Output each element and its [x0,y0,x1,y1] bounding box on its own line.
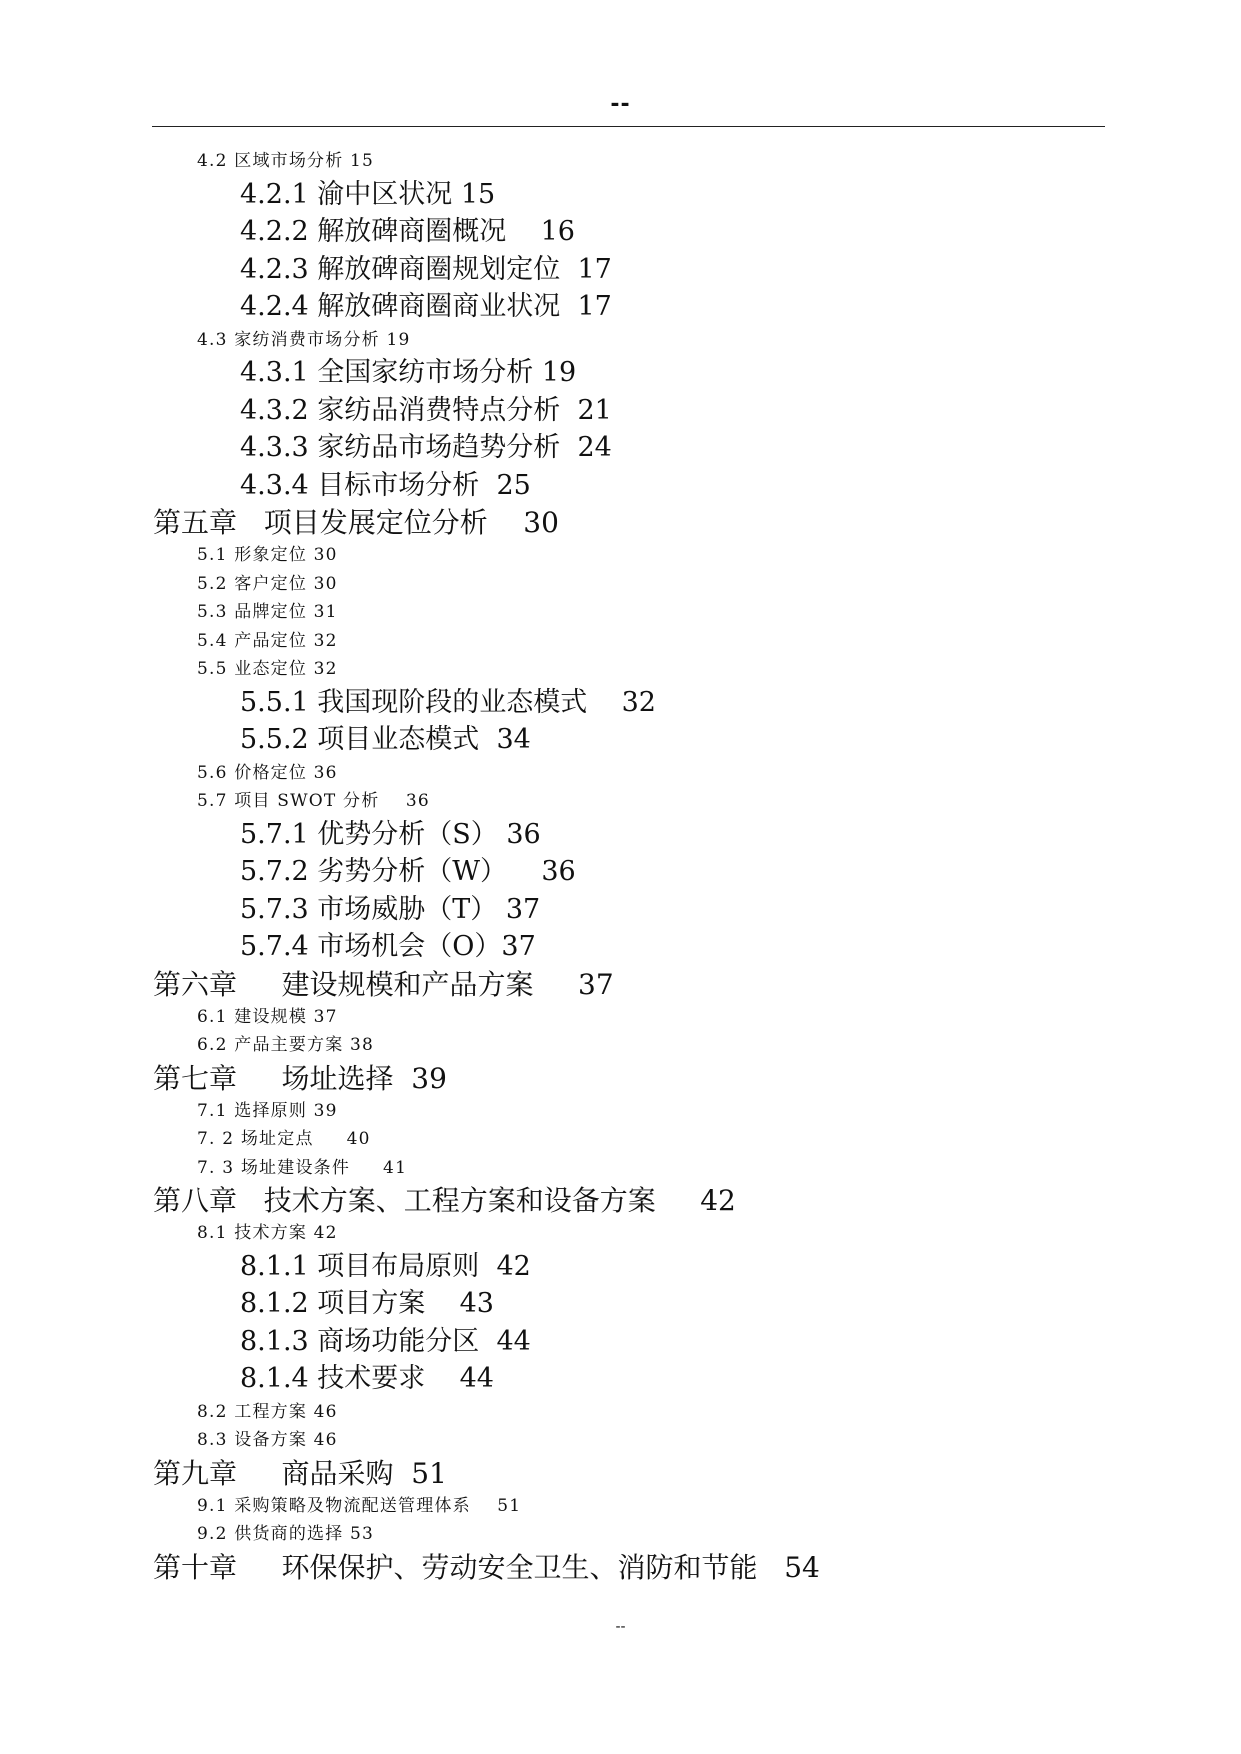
toc-entry-sub: 8.1.1 项目布局原则 42 [240,1250,531,1282]
toc-entry-sub: 4.2.2 解放碑商圈概况 16 [240,216,575,247]
header-rule [152,126,1105,127]
toc-entry-sub: 5.7.4 市场机会（O）37 [240,931,536,962]
toc-entry-sub: 5.5.2 项目业态模式 34 [240,724,531,755]
table-of-contents [0,147,1241,1586]
toc-entry-section: 5.6 价格定位 36 [197,762,338,783]
toc-entry-section: 5.2 客户定位 30 [197,573,338,594]
toc-entry-chapter: 第八章 技术方案、工程方案和设备方案 42 [153,1184,736,1217]
toc-entry-section: 6.1 建设规模 37 [197,1006,338,1027]
toc-entry-section: 7. 3 场址建设条件 41 [197,1157,408,1178]
toc-entry-chapter: 第十章 环保保护、劳动安全卫生、消防和节能 54 [153,1550,820,1584]
toc-entry-section: 5.4 产品定位 32 [197,630,338,651]
toc-entry-sub: 4.3.4 目标市场分析 25 [240,469,531,501]
toc-entry-section: 9.2 供货商的选择 53 [197,1524,375,1544]
toc-entry-section: 8.3 设备方案 46 [197,1430,338,1450]
toc-entry-section: 4.3 家纺消费市场分析 19 [197,329,411,350]
toc-entry-sub: 4.2.3 解放碑商圈规划定位 17 [240,253,612,285]
toc-entry-sub: 5.7.3 市场威胁（T） 37 [240,893,541,925]
toc-entry-sub: 4.3.3 家纺品市场趋势分析 24 [240,432,612,463]
toc-entry-section: 5.1 形象定位 30 [197,545,338,565]
toc-entry-section: 5.5 业态定位 32 [197,659,338,679]
toc-entry-section: 4.2 区域市场分析 15 [197,151,375,171]
toc-entry-section: 5.7 项目 SWOT 分析 36 [197,791,430,811]
toc-entry-section: 8.2 工程方案 46 [197,1401,338,1422]
page-footer-mark: -- [615,1619,626,1635]
toc-entry-sub: 8.1.3 商场功能分区 44 [240,1325,531,1357]
toc-entry-chapter: 第九章 商品采购 51 [153,1456,447,1490]
toc-entry-sub: 8.1.4 技术要求 44 [240,1363,494,1394]
toc-entry-sub: 4.3.2 家纺品消费特点分析 21 [240,394,612,426]
toc-entry-section: 7. 2 场址定点 40 [197,1129,371,1149]
toc-entry-section: 8.1 技术方案 42 [197,1223,338,1243]
toc-entry-chapter: 第五章 项目发展定位分析 30 [153,506,559,539]
toc-entry-sub: 4.2.1 渝中区状况 15 [240,178,496,210]
page-header-mark: -- [610,92,631,117]
toc-entry-sub: 5.7.1 优势分析（S） 36 [240,818,541,850]
toc-entry-section: 7.1 选择原则 39 [197,1100,338,1121]
toc-entry-sub: 5.5.1 我国现阶段的业态模式 32 [240,686,656,718]
toc-entry-section: 6.2 产品主要方案 38 [197,1035,375,1055]
toc-entry-sub: 8.1.2 项目方案 43 [240,1288,494,1319]
toc-entry-chapter: 第六章 建设规模和产品方案 37 [153,967,614,1001]
toc-entry-section: 5.3 品牌定位 31 [197,602,338,622]
toc-entry-sub: 5.7.2 劣势分析（W） 36 [240,856,576,887]
toc-entry-chapter: 第七章 场址选择 39 [153,1061,447,1095]
toc-entry-sub: 4.3.1 全国家纺市场分析 19 [240,357,577,388]
toc-entry-sub: 4.2.4 解放碑商圈商业状况 17 [240,291,612,322]
toc-entry-section: 9.1 采购策略及物流配送管理体系 51 [197,1495,522,1516]
